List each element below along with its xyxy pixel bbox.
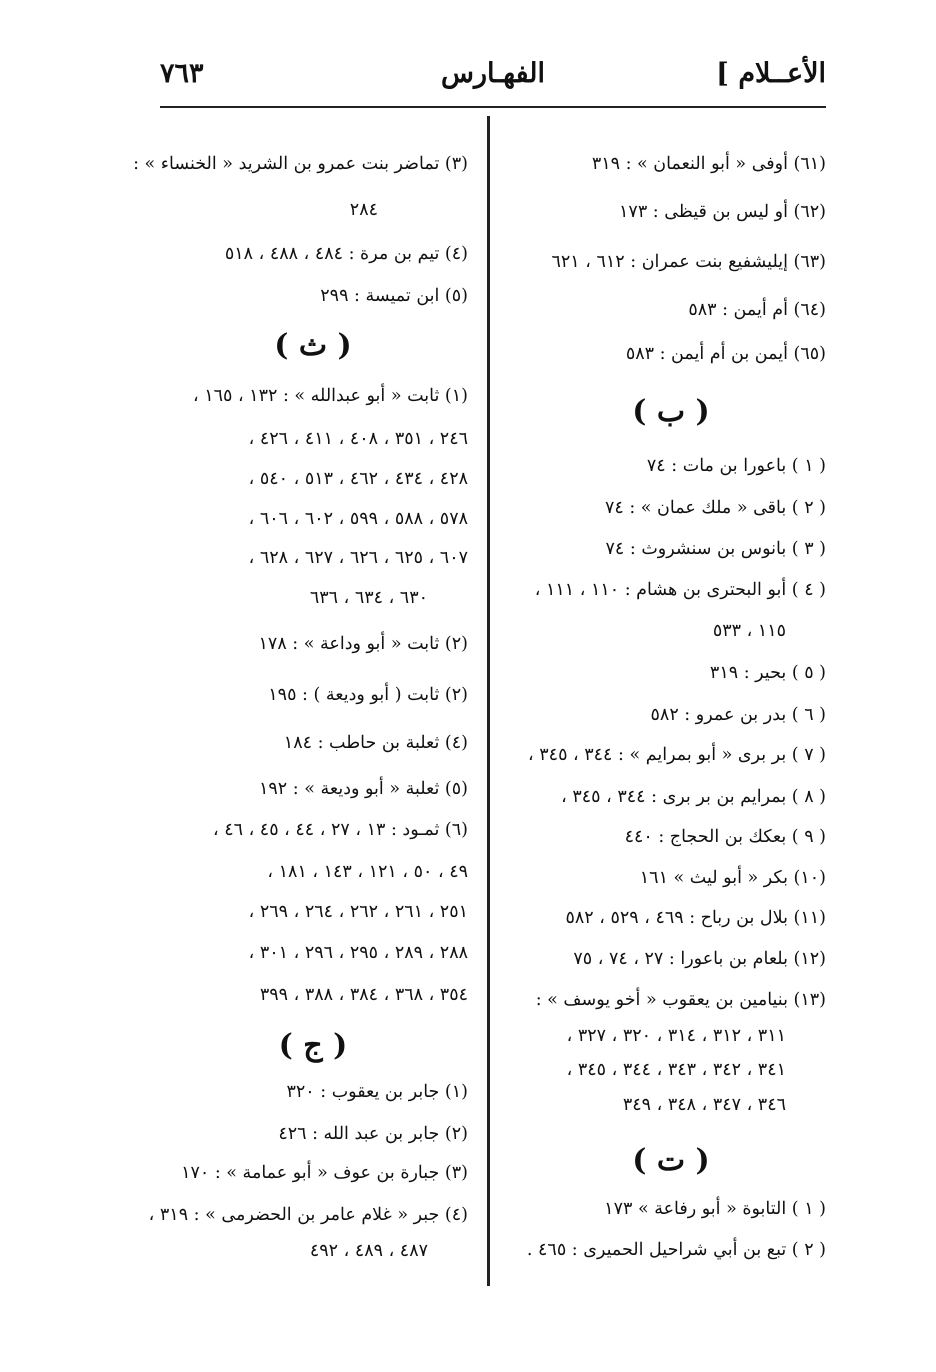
index-entry-continuation: ٣١١ ، ٣١٢ ، ٣١٤ ، ٣٢٠ ، ٣٢٧ ، bbox=[566, 1026, 786, 1046]
letter-heading: ( ث ) bbox=[274, 328, 352, 363]
index-entry: ( ٦ ) بدر بن عمرو : ٥٨٢ bbox=[650, 705, 826, 725]
index-entry-continuation: ٤٩ ، ٥٠ ، ١٢١ ، ١٤٣ ، ١٨١ ، bbox=[267, 862, 468, 882]
index-entry: (٦٤) أم أيمن : ٥٨٣ bbox=[688, 300, 826, 320]
index-entry: (٢) ثابت « أبو وداعة » : ١٧٨ bbox=[258, 634, 468, 654]
section-title: الأعــلام ] bbox=[716, 58, 826, 89]
index-entry: ( ١ ) باعورا بن مات : ٧٤ bbox=[646, 456, 826, 476]
index-entry-continuation: ٢٥١ ، ٢٦١ ، ٢٦٢ ، ٢٦٤ ، ٢٦٩ ، bbox=[248, 902, 468, 922]
index-entry: (٢) ثابت ( أبو وديعة ) : ١٩٥ bbox=[268, 685, 468, 705]
column-divider bbox=[487, 116, 490, 1286]
index-entry: ( ٢ ) تبع بن أبي شراحيل الحميرى : ٤٦٥ . bbox=[526, 1240, 826, 1260]
index-entry: (٦) ثمـود : ١٣ ، ٢٧ ، ٤٤ ، ٤٥ ، ٤٦ ، bbox=[212, 820, 468, 840]
index-entry: (٣) جبارة بن عوف « أبو عمامة » : ١٧٠ bbox=[181, 1163, 468, 1183]
page-number: ٧٦٣ bbox=[160, 58, 204, 89]
header-rule bbox=[160, 106, 826, 108]
index-entry-continuation: ٤٢٨ ، ٤٣٤ ، ٤٦٢ ، ٥١٣ ، ٥٤٠ ، bbox=[248, 469, 468, 489]
index-entry: ( ٧ ) بر برى « أبو بمرايم » : ٣٤٤ ، ٣٤٥ ، bbox=[528, 745, 826, 765]
index-entry-continuation: ٣٤١ ، ٣٤٢ ، ٣٤٣ ، ٣٤٤ ، ٣٤٥ ، bbox=[566, 1060, 786, 1080]
index-entry: (٤) جبر « غلام عامر بن الحضرمى » : ٣١٩ ، bbox=[148, 1205, 468, 1225]
letter-heading: ( ج ) bbox=[278, 1028, 348, 1063]
letter-heading: ( ب ) bbox=[632, 394, 710, 429]
index-entry: (١٣) بنيامين بن يعقوب « أخو يوسف » : bbox=[535, 990, 826, 1010]
page-header bbox=[160, 52, 826, 102]
index-entry: (١٠) بكر « أبو ليث » ١٦١ bbox=[639, 868, 826, 888]
index-entry: (١١) بلال بن رباح : ٤٦٩ ، ٥٢٩ ، ٥٨٢ bbox=[565, 908, 826, 928]
index-entry: (٦١) أوفى « أبو النعمان » : ٣١٩ bbox=[591, 154, 826, 174]
index-entry: ( ٨ ) بمرايم بن بر برى : ٣٤٤ ، ٣٤٥ ، bbox=[561, 787, 826, 807]
index-entry: (٤) ثعلبة بن حاطب : ١٨٤ bbox=[283, 733, 468, 753]
index-entry: ( ٥ ) بحير : ٣١٩ bbox=[709, 663, 826, 683]
index-entry: ( ٢ ) باقى « ملك عمان » : ٧٤ bbox=[604, 498, 826, 518]
index-entry: (١) ثابت « أبو عبدالله » : ١٣٢ ، ١٦٥ ، bbox=[192, 386, 468, 406]
index-entry-continuation: ٣٤٦ ، ٣٤٧ ، ٣٤٨ ، ٣٤٩ bbox=[622, 1095, 786, 1115]
index-entry-continuation: ٢٤٦ ، ٣٥١ ، ٤٠٨ ، ٤١١ ، ٤٢٦ ، bbox=[248, 429, 468, 449]
index-entry-continuation: ٢٨٤ bbox=[349, 200, 378, 220]
index-entry-continuation: ٦٠٧ ، ٦٢٥ ، ٦٢٦ ، ٦٢٧ ، ٦٢٨ ، bbox=[248, 548, 468, 568]
page-title: الفهـارس bbox=[441, 58, 545, 89]
index-entry: ( ٣ ) بانوس بن سنشروث : ٧٤ bbox=[605, 539, 826, 559]
index-entry: ( ٤ ) أبو البحترى بن هشام : ١١٠ ، ١١١ ، bbox=[534, 580, 826, 600]
index-entry-continuation: ١١٥ ، ٥٣٣ bbox=[712, 621, 786, 641]
index-entry-continuation: ٣٥٤ ، ٣٦٨ ، ٣٨٤ ، ٣٨٨ ، ٣٩٩ bbox=[259, 985, 468, 1005]
index-entry: (٦٢) أو ليس بن قيظى : ١٧٣ bbox=[619, 202, 826, 222]
index-entry-continuation: ٥٧٨ ، ٥٨٨ ، ٥٩٩ ، ٦٠٢ ، ٦٠٦ ، bbox=[248, 509, 468, 529]
index-entry: (٤) تيم بن مرة : ٤٨٤ ، ٤٨٨ ، ٥١٨ bbox=[224, 244, 468, 264]
index-entry: ( ١ ) التابوة « أبو رفاعة » ١٧٣ bbox=[604, 1199, 826, 1219]
index-entry: (٥) ابن تميسة : ٢٩٩ bbox=[320, 286, 468, 306]
index-entry: (٦٣) إيليشفيع بنت عمران : ٦١٢ ، ٦٢١ bbox=[551, 252, 826, 272]
index-entry: ( ٩ ) بعكك بن الحجاج : ٤٤٠ bbox=[624, 827, 826, 847]
letter-heading: ( ت ) bbox=[632, 1143, 710, 1178]
index-entry: (٣) تماضر بنت عمرو بن الشريد « الخنساء » : bbox=[133, 154, 468, 174]
index-entry: (٢) جابر بن عبد الله : ٤٢٦ bbox=[278, 1124, 468, 1144]
index-entry-continuation: ٦٣٠ ، ٦٣٤ ، ٦٣٦ bbox=[309, 588, 428, 608]
index-entry: (٦٥) أيمن بن أم أيمن : ٥٨٣ bbox=[625, 344, 826, 364]
index-entry-continuation: ٤٨٧ ، ٤٨٩ ، ٤٩٢ bbox=[309, 1241, 428, 1261]
index-entry: (١٢) بلعام بن باعورا : ٢٧ ، ٧٤ ، ٧٥ bbox=[573, 949, 826, 969]
index-entry: (٥) ثعلبة « أبو وديعة » : ١٩٢ bbox=[259, 779, 468, 799]
index-entry-continuation: ٢٨٨ ، ٢٨٩ ، ٢٩٥ ، ٢٩٦ ، ٣٠١ ، bbox=[248, 943, 468, 963]
index-entry: (١) جابر بن يعقوب : ٣٢٠ bbox=[286, 1082, 468, 1102]
